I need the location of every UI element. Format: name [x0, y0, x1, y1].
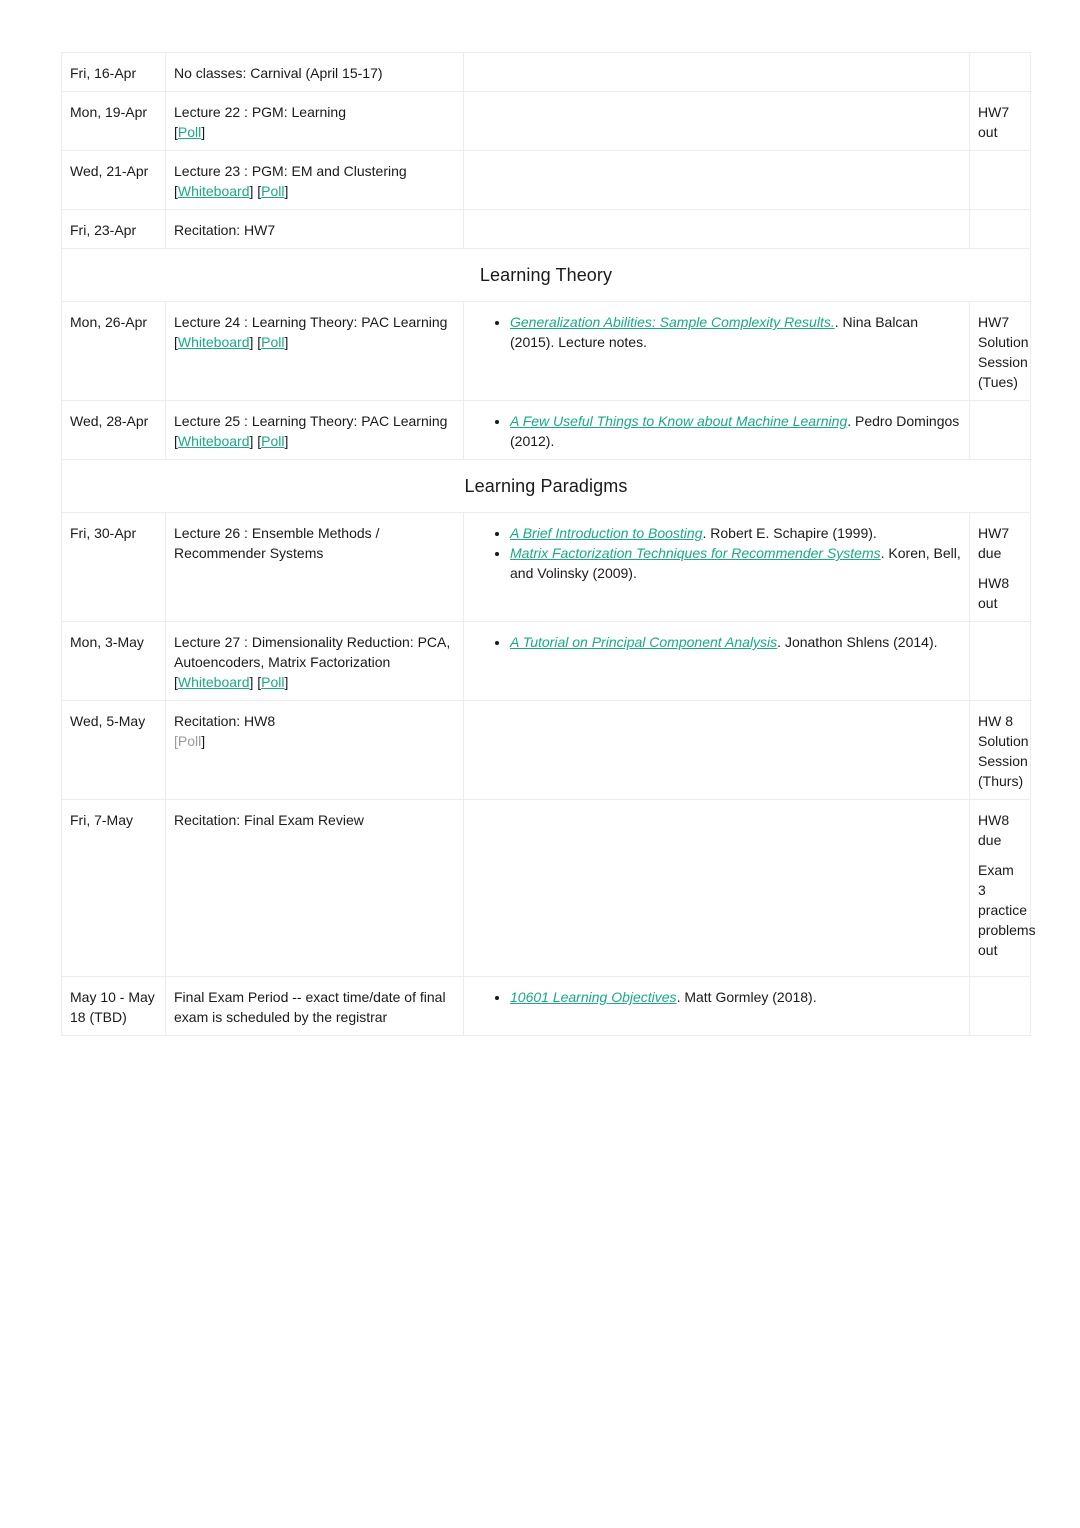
- due-item: HW7 due: [978, 525, 1010, 561]
- topic-cell: Final Exam Period -- exact time/date of final exam is scheduled by the registrar: [166, 977, 464, 1036]
- due-item: HW8 out: [978, 575, 1010, 611]
- reading-item: [510, 523, 961, 543]
- bracket: [: [174, 183, 178, 199]
- reading-link[interactable]: A Brief Introduction to Boosting: [510, 525, 703, 541]
- bracket: ] [: [249, 183, 262, 199]
- due-cell: [970, 210, 1031, 249]
- due-item: Exam 3 practice problems out: [978, 862, 1036, 958]
- due-cell: HW7 Solution Session (Tues): [970, 302, 1031, 401]
- schedule-table: [61, 52, 1036, 1036]
- due-cell: HW7 out: [970, 92, 1031, 151]
- table-row: [62, 401, 1031, 460]
- reading-link[interactable]: Matrix Factorization Techniques for Recommender Systems: [510, 545, 881, 561]
- reading-citation: . Matt Gormley (2018).: [676, 989, 817, 1005]
- readings-cell: [464, 401, 970, 460]
- whiteboard-link[interactable]: Whiteboard: [177, 433, 250, 449]
- whiteboard-link[interactable]: Whiteboard: [177, 674, 250, 690]
- poll-link[interactable]: Poll: [261, 183, 285, 199]
- topic-title: Recitation: HW8: [174, 713, 276, 729]
- reading-link[interactable]: A Tutorial on Principal Component Analysis: [510, 634, 778, 650]
- readings-cell: [464, 622, 970, 701]
- due-cell: [970, 622, 1031, 701]
- table-row: [62, 92, 1031, 151]
- section-heading-learning-paradigms: Learning Paradigms: [62, 460, 1031, 513]
- topic-cell: Recitation: Final Exam Review: [166, 800, 464, 977]
- table-row: [62, 53, 1031, 92]
- bracket: ]: [284, 674, 289, 690]
- reading-link[interactable]: A Few Useful Things to Know about Machine Learning: [510, 413, 848, 429]
- whiteboard-link[interactable]: Whiteboard: [177, 183, 250, 199]
- topic-cell: Recitation: HW7: [166, 210, 464, 249]
- reading-citation: . Koren, Bell, and Volinsky (2009).: [510, 545, 961, 581]
- topic-cell: [166, 92, 464, 151]
- bracket: ]: [284, 334, 289, 350]
- date-cell: Mon, 3-May: [62, 622, 166, 701]
- table-row: [62, 622, 1031, 701]
- bracket: [: [174, 433, 178, 449]
- topic-cell: No classes: Carnival (April 15-17): [166, 53, 464, 92]
- reading-link[interactable]: 10601 Learning Objectives: [510, 989, 677, 1005]
- date-cell: Fri, 7-May: [62, 800, 166, 977]
- table-row: [62, 513, 1031, 622]
- section-row: [62, 249, 1031, 302]
- reading-citation: . Jonathon Shlens (2014).: [777, 634, 938, 650]
- readings-cell: [464, 513, 970, 622]
- topic-title: Lecture 22 : PGM: Learning: [174, 104, 346, 120]
- date-cell: Fri, 30-Apr: [62, 513, 166, 622]
- readings-cell: [464, 53, 970, 92]
- table-row: [62, 701, 1031, 800]
- due-cell: [970, 53, 1031, 92]
- readings-cell: [464, 92, 970, 151]
- readings-cell: [464, 701, 970, 800]
- topic-title: Lecture 27 : Dimensionality Reduction: PCA, Autoencoders, Matrix Factorization: [174, 634, 451, 670]
- section-heading-learning-theory: Learning Theory: [62, 249, 1031, 302]
- due-cell: [970, 513, 1031, 622]
- due-cell: [970, 401, 1031, 460]
- table-row: [62, 977, 1031, 1036]
- date-cell: Mon, 19-Apr: [62, 92, 166, 151]
- due-cell: [970, 800, 1036, 977]
- date-cell: Mon, 26-Apr: [62, 302, 166, 401]
- date-cell: Wed, 5-May: [62, 701, 166, 800]
- readings-cell: [464, 800, 970, 977]
- reading-item: [510, 987, 961, 1007]
- readings-cell: [464, 977, 970, 1036]
- poll-link[interactable]: Poll: [261, 433, 285, 449]
- poll-link[interactable]: Poll: [177, 124, 202, 140]
- reading-list: [490, 632, 961, 652]
- reading-list: [490, 523, 961, 583]
- date-cell: Wed, 21-Apr: [62, 151, 166, 210]
- reading-item: [510, 411, 961, 451]
- date-cell: Fri, 16-Apr: [62, 53, 166, 92]
- topic-title: Lecture 23 : PGM: EM and Clustering: [174, 163, 407, 179]
- date-cell: May 10 - May 18 (TBD): [62, 977, 166, 1036]
- bracket: ]: [284, 183, 289, 199]
- bracket: ] [: [249, 674, 262, 690]
- due-cell: HW 8 Solution Session (Thurs): [970, 701, 1031, 800]
- date-cell: Wed, 28-Apr: [62, 401, 166, 460]
- reading-citation: . Pedro Domingos (2012).: [510, 413, 960, 449]
- bracket: ] [: [249, 433, 262, 449]
- table-row: [62, 210, 1031, 249]
- reading-link[interactable]: Generalization Abilities: Sample Complexity Results.: [510, 314, 835, 330]
- topic-cell: [166, 622, 464, 701]
- reading-item: [510, 632, 961, 652]
- topic-title: Lecture 24 : Learning Theory: PAC Learning: [174, 314, 448, 330]
- topic-cell: Lecture 26 : Ensemble Methods / Recommender Systems: [166, 513, 464, 622]
- table-row: [62, 151, 1031, 210]
- reading-item: [510, 312, 961, 352]
- table-row: [62, 800, 1031, 977]
- due-cell: [970, 977, 1031, 1036]
- bracket: [: [174, 334, 178, 350]
- whiteboard-link[interactable]: Whiteboard: [177, 334, 250, 350]
- bracket: ]: [284, 433, 289, 449]
- due-item: HW8 due: [978, 812, 1010, 848]
- bracket: ]: [201, 124, 206, 140]
- bracket: [: [174, 733, 178, 749]
- poll-link[interactable]: Poll: [261, 674, 285, 690]
- section-row: [62, 460, 1031, 513]
- poll-link[interactable]: Poll: [261, 334, 285, 350]
- bracket: ]: [201, 733, 206, 749]
- readings-cell: [464, 302, 970, 401]
- topic-cell: [166, 302, 464, 401]
- reading-list: [490, 411, 961, 451]
- bracket: [: [174, 124, 178, 140]
- due-cell: [970, 151, 1031, 210]
- poll-link-disabled: Poll: [177, 733, 202, 749]
- topic-title: Lecture 25 : Learning Theory: PAC Learning: [174, 413, 448, 429]
- reading-list: [490, 312, 961, 352]
- reading-list: [490, 987, 961, 1007]
- reading-citation: . Nina Balcan (2015). Lecture notes.: [510, 314, 919, 350]
- bracket: ] [: [249, 334, 262, 350]
- readings-cell: [464, 210, 970, 249]
- topic-cell: [166, 151, 464, 210]
- table-row: [62, 302, 1031, 401]
- bracket: [: [174, 674, 178, 690]
- reading-item: [510, 543, 961, 583]
- readings-cell: [464, 151, 970, 210]
- reading-citation: . Robert E. Schapire (1999).: [702, 525, 877, 541]
- topic-cell: [166, 401, 464, 460]
- date-cell: Fri, 23-Apr: [62, 210, 166, 249]
- topic-cell: [166, 701, 464, 800]
